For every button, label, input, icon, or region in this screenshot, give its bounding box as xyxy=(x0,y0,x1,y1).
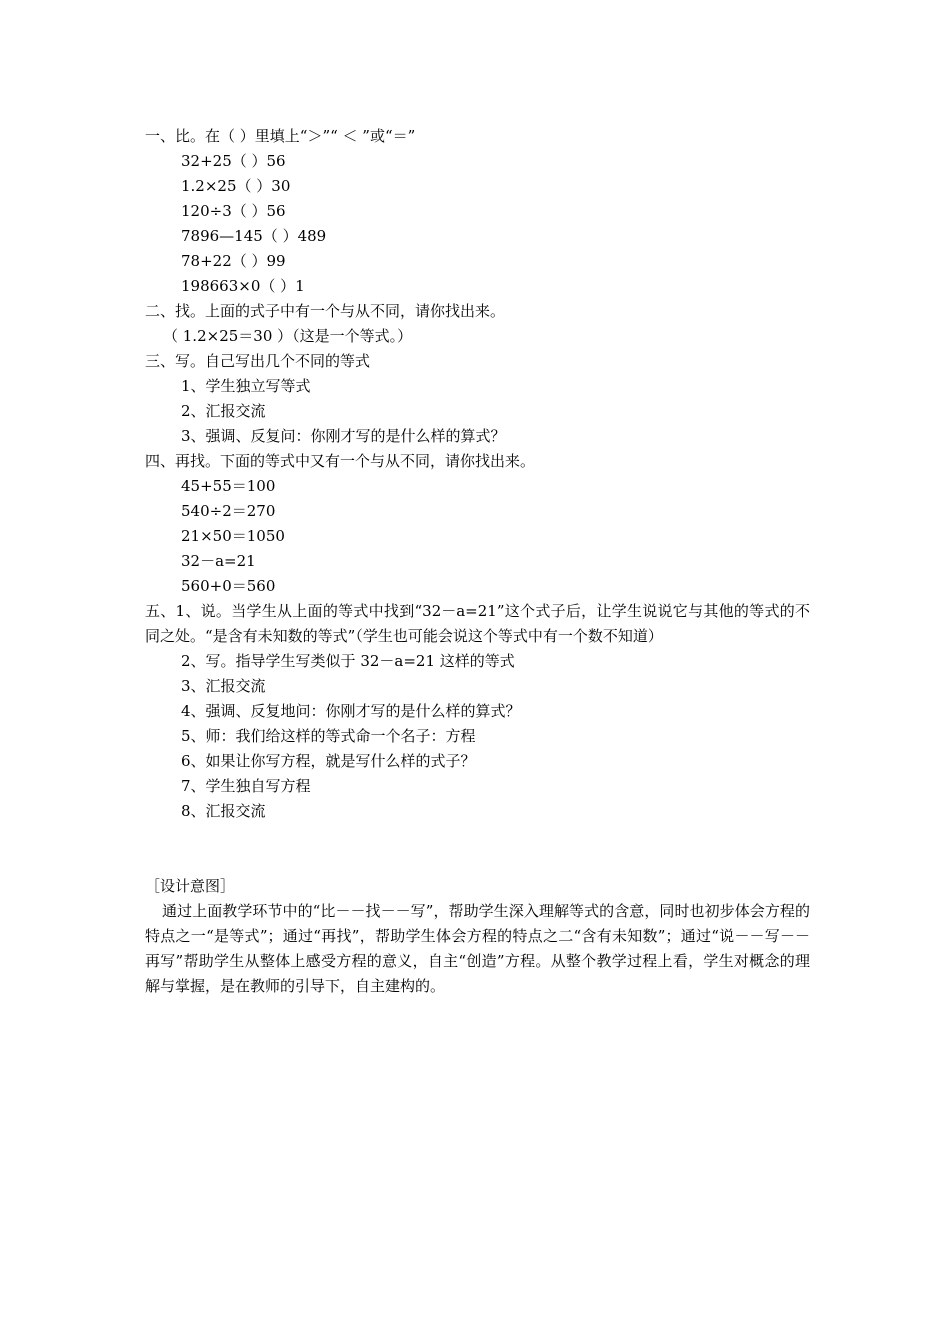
spacer xyxy=(145,824,810,874)
step-item: 7、学生独自写方程 xyxy=(181,777,311,795)
comparison-item: 32+25（ ）56 xyxy=(181,152,286,170)
comparison-item: 78+22（ ）99 xyxy=(181,252,286,270)
step-item: 3、汇报交流 xyxy=(181,677,266,695)
step-item: 2、写。指导学生写类似于 32－a=21 这样的等式 xyxy=(181,652,515,670)
step-item: 2、汇报交流 xyxy=(181,402,266,420)
section3-heading: 三、写。自己写出几个不同的等式 xyxy=(145,352,371,370)
step-item: 6、如果让你写方程，就是写什么样的式子？ xyxy=(181,752,476,770)
step-item: 3、强调、反复问：你刚才写的是什么样的算式？ xyxy=(181,427,506,445)
section2-answer: （ 1.2×25＝30 ）（这是一个等式。） xyxy=(163,327,413,345)
design-label: ［设计意图］ xyxy=(145,877,236,895)
design-text: 通过上面教学环节中的“比－－找－－写”，帮助学生深入理解等式的含意，同时也初步体会方程的特点之一“是等式”；通过“再找”，帮助学生体会方程的特点之二“含有未知数”；通过“说－－写－－再写”帮助学生从整体上感受方程的意义，自主“创造”方程。从整个教学过程上看，学生对概念的理解与掌握，是在教师的引导下，自主建构的。 xyxy=(145,902,810,995)
comparison-item: 7896—145（ ）489 xyxy=(181,227,327,245)
equation-item: 540÷2＝270 xyxy=(181,502,276,520)
comparison-item: 120÷3（ ）56 xyxy=(181,202,286,220)
comparison-item: 198663×0（ ）1 xyxy=(181,277,305,295)
equation-item: 45+55＝100 xyxy=(181,477,276,495)
step-item: 8、汇报交流 xyxy=(181,802,266,820)
equation-item: 560+0＝560 xyxy=(181,577,276,595)
section1-heading: 一、比。在（ ）里填上“＞”“ ＜ ”或“＝” xyxy=(145,127,416,145)
step-item: 1、学生独立写等式 xyxy=(181,377,311,395)
section4-heading: 四、再找。下面的等式中又有一个与从不同，请你找出来。 xyxy=(145,452,536,470)
document-body xyxy=(145,124,810,999)
step-item: 5、师：我们给这样的等式命一个名子：方程 xyxy=(181,727,476,745)
equation-item: 21×50＝1050 xyxy=(181,527,285,545)
comparison-item: 1.2×25（ ）30 xyxy=(181,177,291,195)
equation-item: 32－a=21 xyxy=(181,552,256,570)
step-item: 4、强调、反复地问：你刚才写的是什么样的算式？ xyxy=(181,702,521,720)
section5-intro: 五、1、说。当学生从上面的等式中找到“32－a=21”这个式子后，让学生说说它与其他的等式的不同之处。“是含有未知数的等式”（学生也可能会说这个等式中有一个数不知道） xyxy=(145,602,810,645)
section2-heading: 二、找。上面的式子中有一个与从不同，请你找出来。 xyxy=(145,302,506,320)
